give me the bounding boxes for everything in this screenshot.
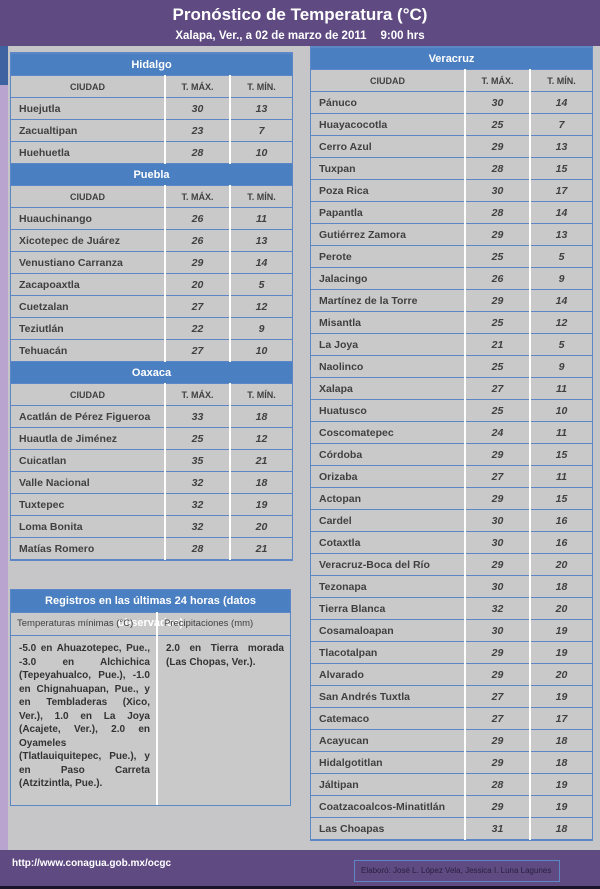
max-temp: 30 <box>465 180 530 202</box>
min-temp: 7 <box>230 120 292 142</box>
min-temp: 13 <box>530 136 592 158</box>
max-temp: 30 <box>465 576 530 598</box>
table-row <box>311 532 592 554</box>
city-name: Huatusco <box>311 400 465 422</box>
table-row <box>11 538 292 560</box>
min-temp: 10 <box>530 400 592 422</box>
min-temp: 12 <box>530 312 592 334</box>
column-header-row <box>11 76 292 98</box>
table-row <box>311 686 592 708</box>
max-temp: 30 <box>465 532 530 554</box>
table-row <box>311 202 592 224</box>
table-row <box>311 268 592 290</box>
author-credit: Elaboró: José L. López Vela, Jessica I. Luna Lagunes <box>354 860 560 882</box>
page-subtitle <box>0 28 600 44</box>
table-row <box>311 180 592 202</box>
max-temp: 29 <box>465 290 530 312</box>
city-name: Misantla <box>311 312 465 334</box>
min-temp: 18 <box>530 818 592 840</box>
min-temp: 19 <box>530 642 592 664</box>
city-name: Teziutlán <box>11 318 165 340</box>
city-name: Tlacotalpan <box>311 642 465 664</box>
max-temp: 29 <box>465 796 530 818</box>
city-name: Xalapa <box>311 378 465 400</box>
column-header-city: CIUDAD <box>311 70 465 92</box>
table-row <box>311 312 592 334</box>
table-row <box>311 444 592 466</box>
max-temp: 25 <box>465 114 530 136</box>
max-temp: 30 <box>165 98 230 120</box>
observations-panel <box>10 589 291 806</box>
min-temp: 13 <box>230 230 292 252</box>
city-name: Acatlán de Pérez Figueroa <box>11 406 165 428</box>
precip-label: Precipitaciones (mm) <box>158 612 290 636</box>
max-temp: 27 <box>465 708 530 730</box>
table-row <box>311 356 592 378</box>
table-row <box>311 730 592 752</box>
max-temp: 27 <box>165 296 230 318</box>
state-name: Hidalgo <box>11 54 292 76</box>
max-temp: 29 <box>465 752 530 774</box>
table-row <box>11 318 292 340</box>
min-temp: 19 <box>530 796 592 818</box>
table-row <box>311 576 592 598</box>
min-temps-text: -5.0 en Ahuazotepec, Pue., -3.0 en Alchichica (Tepeyahualco, Pue.), -1.0 en Chignahuapan, Pue., y en Tembladeras (Xico, Ver.), 1.0 en La Joya (Acajete, Ver.), 2.0 en Oyameles (Tlatlauiquitepec, Pue.), y en Paso Carreta (Atzitzintla, Pue.). <box>19 643 150 789</box>
city-name: Huehuetla <box>11 142 165 164</box>
column-header-row <box>11 384 292 406</box>
max-temp: 30 <box>465 510 530 532</box>
max-temp: 28 <box>465 158 530 180</box>
column-header-min: T. MÍN. <box>230 76 292 98</box>
min-temp: 9 <box>230 318 292 340</box>
table-row <box>11 252 292 274</box>
column-header-min: T. MÍN. <box>230 186 292 208</box>
city-name: Perote <box>311 246 465 268</box>
table-row <box>11 472 292 494</box>
table-row <box>311 664 592 686</box>
column-header-city: CIUDAD <box>11 186 165 208</box>
column-header-row <box>11 186 292 208</box>
min-temp: 19 <box>530 774 592 796</box>
table-row <box>11 98 292 120</box>
state-header-row <box>11 362 292 384</box>
max-temp: 21 <box>465 334 530 356</box>
city-name: Naolinco <box>311 356 465 378</box>
max-temp: 27 <box>165 340 230 362</box>
city-name: Huautla de Jiménez <box>11 428 165 450</box>
issue-time: 9:00 hrs <box>380 30 425 42</box>
city-name: Las Choapas <box>311 818 465 840</box>
max-temp: 27 <box>465 686 530 708</box>
state-name: Veracruz <box>311 48 592 70</box>
table-row <box>11 428 292 450</box>
state-header-row <box>311 48 592 70</box>
precip-column <box>158 612 290 805</box>
column-header-city: CIUDAD <box>11 76 165 98</box>
state-header-row <box>11 164 292 186</box>
min-temp: 16 <box>530 532 592 554</box>
min-temp: 14 <box>530 92 592 114</box>
city-name: Cuetzalan <box>11 296 165 318</box>
min-temp: 18 <box>530 576 592 598</box>
city-name: Cotaxtla <box>311 532 465 554</box>
min-temp: 17 <box>530 708 592 730</box>
max-temp: 28 <box>165 538 230 560</box>
table-row <box>311 796 592 818</box>
city-name: Huejutla <box>11 98 165 120</box>
max-temp: 25 <box>465 246 530 268</box>
city-name: Tuxpan <box>311 158 465 180</box>
page-footer <box>0 850 600 886</box>
column-header-min: T. MÍN. <box>530 70 592 92</box>
veracruz-forecast-table <box>310 46 593 841</box>
max-temp: 32 <box>165 472 230 494</box>
max-temp: 27 <box>465 466 530 488</box>
table-row <box>11 142 292 164</box>
table-row <box>11 274 292 296</box>
city-name: Zacualtipan <box>11 120 165 142</box>
min-temp: 18 <box>530 752 592 774</box>
min-temp: 10 <box>230 340 292 362</box>
max-temp: 26 <box>165 230 230 252</box>
min-temp: 12 <box>230 428 292 450</box>
min-temp: 18 <box>230 472 292 494</box>
min-temp: 15 <box>530 444 592 466</box>
city-name: Tezonapa <box>311 576 465 598</box>
min-temps-column <box>11 612 158 805</box>
city-name: Coscomatepec <box>311 422 465 444</box>
min-temp: 20 <box>530 664 592 686</box>
city-name: La Joya <box>311 334 465 356</box>
city-name: Pánuco <box>311 92 465 114</box>
table-row <box>311 92 592 114</box>
veracruz-table <box>311 47 592 840</box>
table-row <box>311 774 592 796</box>
left-forecast-tables <box>10 52 293 561</box>
table-row <box>11 494 292 516</box>
max-temp: 23 <box>165 120 230 142</box>
location-date: Xalapa, Ver., a 02 de marzo de 2011 <box>175 30 367 42</box>
min-temp: 11 <box>230 208 292 230</box>
city-name: Córdoba <box>311 444 465 466</box>
max-temp: 30 <box>465 620 530 642</box>
column-header-max: T. MÁX. <box>165 186 230 208</box>
city-name: Huayacocotla <box>311 114 465 136</box>
city-name: Orizaba <box>311 466 465 488</box>
observations-title: Registros en las últimas 24 horas (datos observados) <box>11 590 290 612</box>
min-temp: 18 <box>530 730 592 752</box>
min-temp: 18 <box>230 406 292 428</box>
city-name: Acayucan <box>311 730 465 752</box>
max-temp: 25 <box>465 400 530 422</box>
table-row <box>311 422 592 444</box>
city-name: Tuxtepec <box>11 494 165 516</box>
table-row <box>11 406 292 428</box>
table-row <box>311 334 592 356</box>
max-temp: 29 <box>465 444 530 466</box>
table-row <box>311 510 592 532</box>
city-name: Martínez de la Torre <box>311 290 465 312</box>
min-temp: 5 <box>530 334 592 356</box>
table-row <box>311 400 592 422</box>
max-temp: 27 <box>465 378 530 400</box>
max-temp: 29 <box>465 664 530 686</box>
min-temp: 14 <box>530 202 592 224</box>
city-name: Cardel <box>311 510 465 532</box>
city-name: Zacapoaxtla <box>11 274 165 296</box>
city-name: Alvarado <box>311 664 465 686</box>
min-temp: 9 <box>530 268 592 290</box>
table-row <box>311 158 592 180</box>
table-row <box>11 230 292 252</box>
max-temp: 24 <box>465 422 530 444</box>
max-temp: 20 <box>165 274 230 296</box>
max-temp: 31 <box>465 818 530 840</box>
table-row <box>311 224 592 246</box>
column-header-max: T. MÁX. <box>465 70 530 92</box>
min-temp: 14 <box>530 290 592 312</box>
min-temp: 19 <box>530 686 592 708</box>
max-temp: 29 <box>465 730 530 752</box>
city-name: Catemaco <box>311 708 465 730</box>
max-temp: 26 <box>165 208 230 230</box>
column-header-max: T. MÁX. <box>165 76 230 98</box>
city-name: Valle Nacional <box>11 472 165 494</box>
min-temp: 5 <box>530 246 592 268</box>
city-name: Jáltipan <box>311 774 465 796</box>
state-header-row <box>11 54 292 76</box>
city-name: Tierra Blanca <box>311 598 465 620</box>
min-temp: 20 <box>230 516 292 538</box>
min-temp: 19 <box>530 620 592 642</box>
min-temp: 10 <box>230 142 292 164</box>
table-row <box>11 120 292 142</box>
city-name: Cerro Azul <box>311 136 465 158</box>
left-decorative-strip <box>0 0 8 889</box>
min-temp: 5 <box>230 274 292 296</box>
min-temp: 19 <box>230 494 292 516</box>
max-temp: 29 <box>465 224 530 246</box>
page-header <box>0 0 600 46</box>
max-temp: 29 <box>465 488 530 510</box>
max-temp: 29 <box>465 136 530 158</box>
table-row <box>311 620 592 642</box>
table-row <box>311 554 592 576</box>
table-row <box>311 246 592 268</box>
max-temp: 32 <box>465 598 530 620</box>
table-row <box>11 340 292 362</box>
min-temps-label: Temperaturas mínimas (°C) <box>11 612 156 636</box>
max-temp: 25 <box>165 428 230 450</box>
min-temp: 13 <box>230 98 292 120</box>
state-name: Puebla <box>11 164 292 186</box>
table-row <box>311 708 592 730</box>
min-temp: 15 <box>530 158 592 180</box>
min-temp: 21 <box>230 450 292 472</box>
city-name: Poza Rica <box>311 180 465 202</box>
max-temp: 30 <box>465 92 530 114</box>
city-name: Xicotepec de Juárez <box>11 230 165 252</box>
min-temp: 20 <box>530 554 592 576</box>
table-row <box>11 208 292 230</box>
column-header-row <box>311 70 592 92</box>
city-name: Tehuacán <box>11 340 165 362</box>
max-temp: 25 <box>465 356 530 378</box>
table-row <box>311 642 592 664</box>
min-temp: 13 <box>530 224 592 246</box>
max-temp: 29 <box>465 642 530 664</box>
city-name: Jalacingo <box>311 268 465 290</box>
min-temp: 9 <box>530 356 592 378</box>
city-name: Gutiérrez Zamora <box>311 224 465 246</box>
min-temp: 16 <box>530 510 592 532</box>
max-temp: 32 <box>165 494 230 516</box>
min-temp: 11 <box>530 378 592 400</box>
page-title: Pronóstico de Temperatura (°C) <box>172 5 428 24</box>
city-name: Cuicatlan <box>11 450 165 472</box>
table-row <box>11 516 292 538</box>
table-row <box>311 136 592 158</box>
city-name: Loma Bonita <box>11 516 165 538</box>
max-temp: 33 <box>165 406 230 428</box>
min-temp: 15 <box>530 488 592 510</box>
city-name: Veracruz-Boca del Río <box>311 554 465 576</box>
table-row <box>11 450 292 472</box>
column-header-min: T. MÍN. <box>230 384 292 406</box>
max-temp: 35 <box>165 450 230 472</box>
column-header-max: T. MÁX. <box>165 384 230 406</box>
city-name: San Andrés Tuxtla <box>311 686 465 708</box>
table-row <box>311 114 592 136</box>
city-name: Cosamaloapan <box>311 620 465 642</box>
max-temp: 29 <box>165 252 230 274</box>
table-row <box>311 752 592 774</box>
min-temp: 20 <box>530 598 592 620</box>
min-temp: 7 <box>530 114 592 136</box>
city-name: Papantla <box>311 202 465 224</box>
min-temp: 11 <box>530 422 592 444</box>
city-name: Hidalgotitlan <box>311 752 465 774</box>
left-table <box>11 53 292 560</box>
city-name: Huauchinango <box>11 208 165 230</box>
city-name: Venustiano Carranza <box>11 252 165 274</box>
max-temp: 25 <box>465 312 530 334</box>
max-temp: 28 <box>165 142 230 164</box>
max-temp: 29 <box>465 554 530 576</box>
max-temp: 26 <box>465 268 530 290</box>
min-temp: 21 <box>230 538 292 560</box>
max-temp: 22 <box>165 318 230 340</box>
column-header-city: CIUDAD <box>11 384 165 406</box>
max-temp: 28 <box>465 202 530 224</box>
city-name: Actopan <box>311 488 465 510</box>
city-name: Coatzacoalcos-Minatitlán <box>311 796 465 818</box>
table-row <box>11 296 292 318</box>
city-name: Matías Romero <box>11 538 165 560</box>
table-row <box>311 598 592 620</box>
min-temp: 17 <box>530 180 592 202</box>
table-row <box>311 818 592 840</box>
state-name: Oaxaca <box>11 362 292 384</box>
precip-text: 2.0 en Tierra morada (Las Chopas, Ver.). <box>166 643 284 668</box>
min-temp: 14 <box>230 252 292 274</box>
max-temp: 28 <box>465 774 530 796</box>
conagua-link[interactable]: http://www.conagua.gob.mx/ocgc <box>12 858 172 869</box>
min-temp: 11 <box>530 466 592 488</box>
min-temp: 12 <box>230 296 292 318</box>
table-row <box>311 290 592 312</box>
max-temp: 32 <box>165 516 230 538</box>
table-row <box>311 466 592 488</box>
table-row <box>311 488 592 510</box>
table-row <box>311 378 592 400</box>
